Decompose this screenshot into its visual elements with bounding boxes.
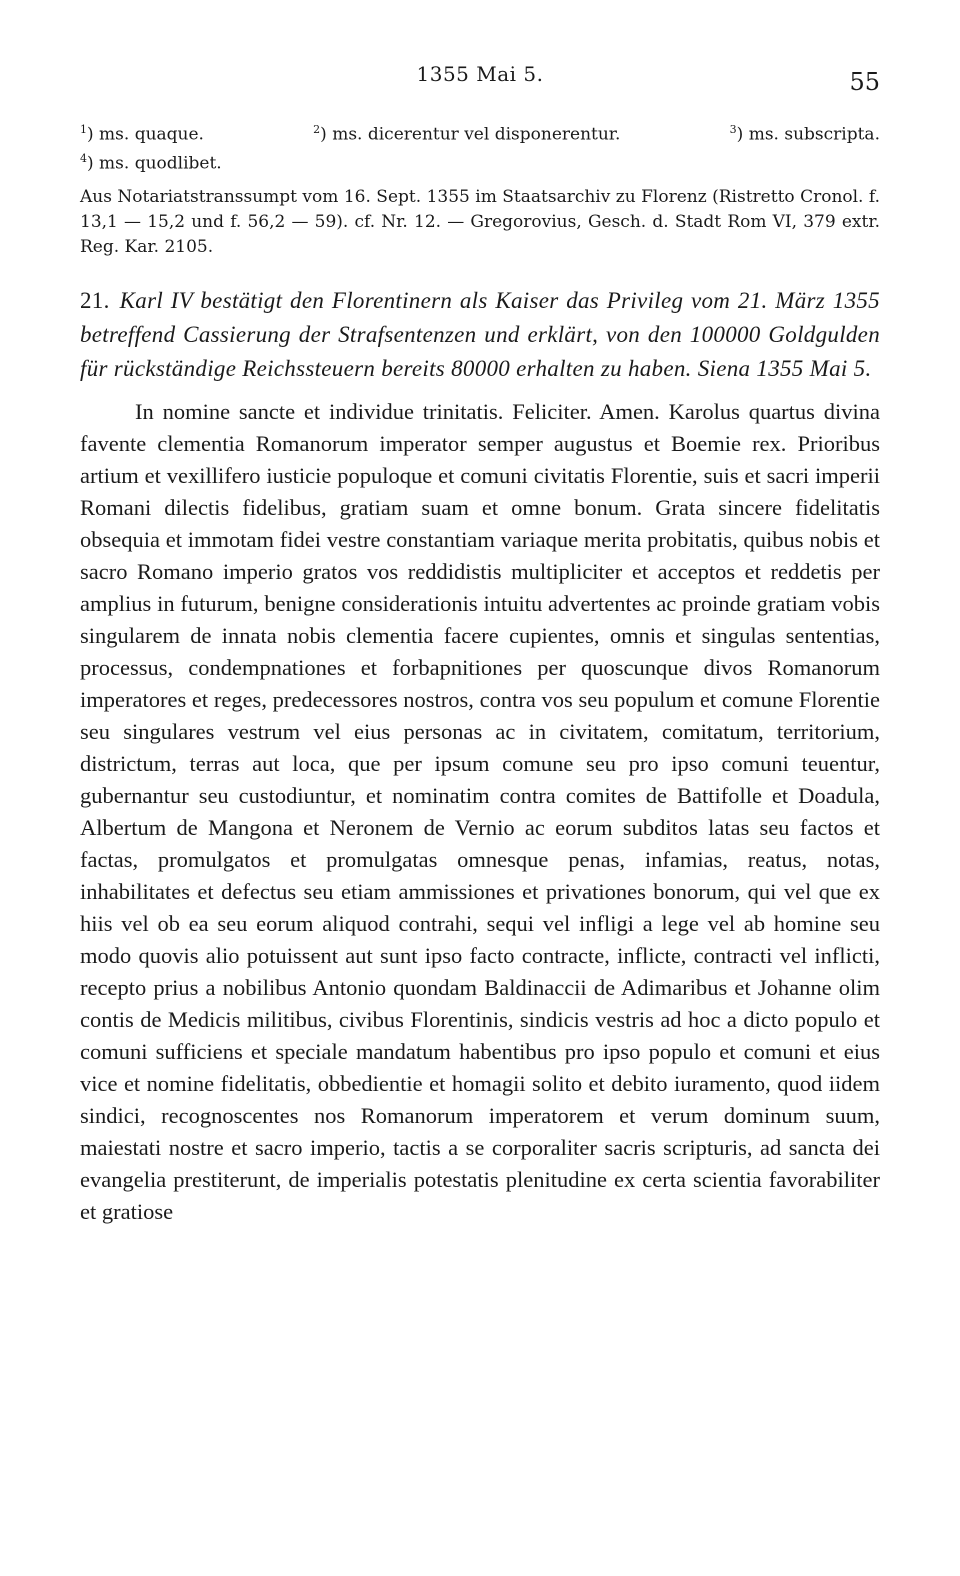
book-page xyxy=(80,58,880,1228)
footnote-3: $^3$) ms. subscripta. xyxy=(729,123,880,145)
footnote-text: ms. quodlibet. xyxy=(99,153,222,174)
footnote-mark: 2 xyxy=(313,123,321,136)
document-heading xyxy=(80,284,880,386)
document-body xyxy=(80,396,880,1228)
document-number: 21. xyxy=(80,288,110,314)
page-number: 55 xyxy=(849,68,880,96)
footnote-text: ms. quaque. xyxy=(99,124,204,145)
footnote-row xyxy=(80,147,880,176)
document-summary: Karl IV bestätigt den Florentinern als Kaiser das Privileg vom 21. März 1355 betreffend Cassierung der Strafsentenzen und erklärt, von den 100000 Goldgulden für rückständige Reichssteuern bereits 80000 erhalten zu haben. Siena 1355 Mai 5. xyxy=(80,288,880,382)
footnote-row xyxy=(80,118,880,147)
running-header xyxy=(80,58,880,98)
footnote-1: $^1$) ms. quaque. xyxy=(80,123,204,145)
footnote-text: ms. dicerentur vel disponerentur. xyxy=(332,124,621,145)
footnote-mark: 3 xyxy=(729,123,737,136)
footnote-2: $^2$) ms. dicerentur vel disponerentur. xyxy=(313,123,621,145)
running-head-date: 1355 Mai 5. xyxy=(416,62,544,86)
footnote-mark: 4 xyxy=(80,151,87,165)
footnote-4: $^4$) ms. quodlibet. xyxy=(80,151,222,174)
source-citation: Aus Notariatstranssumpt vom 16. Sept. 1355 im Staatsarchiv zu Florenz (Ristretto Cronol. f. 13,1 — 15,2 und f. 56,2 — 59). cf. Nr. 12. — Gregorovius, Gesch. d. Stadt Rom VI, 379 extr. Reg. Kar. 2105. xyxy=(80,187,880,258)
charter-text: In nomine sancte et individue trinitatis. Feliciter. Amen. Karolus quartus divina favente clementia Romanorum imperator semper augustus et Boemie rex. Prioribus artium et vexillifero iusticie populoque et comuni civitatis Florentie, suis et sacri imperii Romani dilectis fidelibus, gratiam suam et omne bonum. Grata sincere fidelitatis obsequia et immotam fidei vestre constantiam variaque merita probitatis, quibus nobis et sacro Romano imperio gratos vos reddidistis multipliciter et acceptos et reddetis per amplius in futurum, benigne considerationis intuitu advertentes ac proinde gratiam vobis singularem de innata nobis clementia facere cupientes, omnis et singulas sententias, processus, condempnationes et forbapnitiones per quoscunque divos Romanorum imperatores et reges, predecessores nostros, contra vos seu populum et comune Florentie seu singulares vestrum vel eius personas ac in civitatem, comitatum, territorium, districtum, terras aut loca, que per ipsum comune seu pro ipso comuni teuentur, gubernantur seu custodiuntur, et nominatim contra comites de Battifolle et Doadula, Albertum de Mangona et Neronem de Vernio ac eorum subditos latas seu factos et factas, promulgatos et promulgatas omnesque penas, infamias, reatus, notas, inhabilitates et defectus seu etiam ammissiones et privationes bonorum, qui vel que ex hiis vel ob ea seu eorum aliquod contrahi, sequi vel infligi a lege vel ab homine seu modo quovis alio potuissent aut sunt ipso facto contracte, inflicte, contracti vel inflicti, recepto prius a nobilibus Antonio quondam Baldinaccii de Adimaribus et Johanne olim contis de Medicis militibus, civibus Florentinis, sindicis vestris ad hoc a dicto populo et comuni sufficiens et speciale mandatum habentibus pro ipso populo et comuni et eius vice et nomine fidelitatis, obbedientie et homagii solito et debito iuramento, quod iidem sindici, recognoscentes nos Romanorum imperatorem et verum dominum suum, maiestati nostre et sacro imperio, tactis a se corporaliter sacris scripturis, ad sancta dei evangelia prestiterunt, de imperialis potestatis plenitudine ex certa scientia favorabiliter et gratiose xyxy=(80,399,880,1225)
footnotes xyxy=(80,118,880,175)
footnote-text: ms. subscripta. xyxy=(748,124,880,145)
footnote-mark: 1 xyxy=(80,123,87,136)
